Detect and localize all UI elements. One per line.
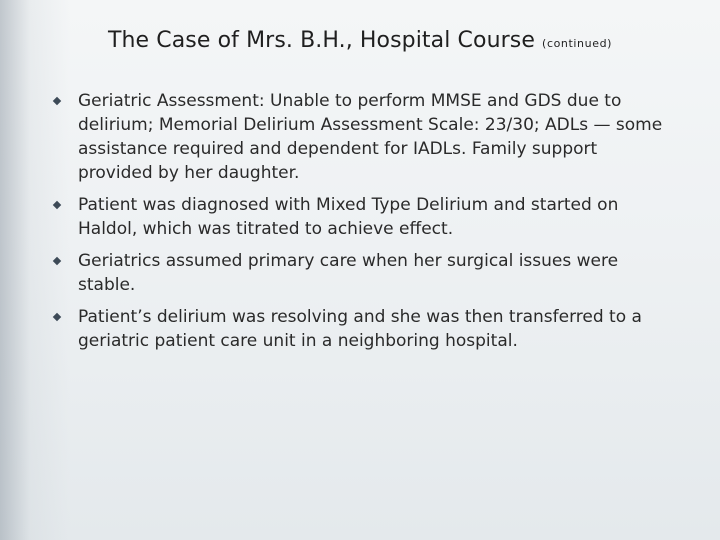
diamond-bullet-icon	[53, 313, 61, 321]
list-item	[54, 89, 664, 185]
slide-title-suffix: (continued)	[542, 37, 613, 50]
diamond-bullet-icon	[53, 97, 61, 105]
slide-title-main: The Case of Mrs. B.H., Hospital Course	[107, 28, 535, 53]
bullet-text: Patient’s delirium was resolving and she was then transferred to a geriatric patient care unit in a neighboring hospital.	[78, 307, 642, 351]
diamond-bullet-icon	[53, 201, 61, 209]
bullet-text: Patient was diagnosed with Mixed Type Delirium and started on Haldol, which was titrated to achieve effect.	[78, 195, 619, 239]
list-item	[54, 193, 664, 241]
slide-title	[0, 28, 720, 53]
bullet-text: Geriatrics assumed primary care when her surgical issues were stable.	[78, 251, 619, 295]
bullet-list	[54, 89, 664, 361]
bullet-text: Geriatric Assessment: Unable to perform MMSE and GDS due to delirium; Memorial Delirium Assessment Scale: 23/30; ADLs — some assistance required and dependent for IADLs. Family support provided by her daughter.	[78, 91, 663, 183]
list-item	[54, 249, 664, 297]
diamond-bullet-icon	[53, 257, 61, 265]
list-item	[54, 305, 664, 353]
